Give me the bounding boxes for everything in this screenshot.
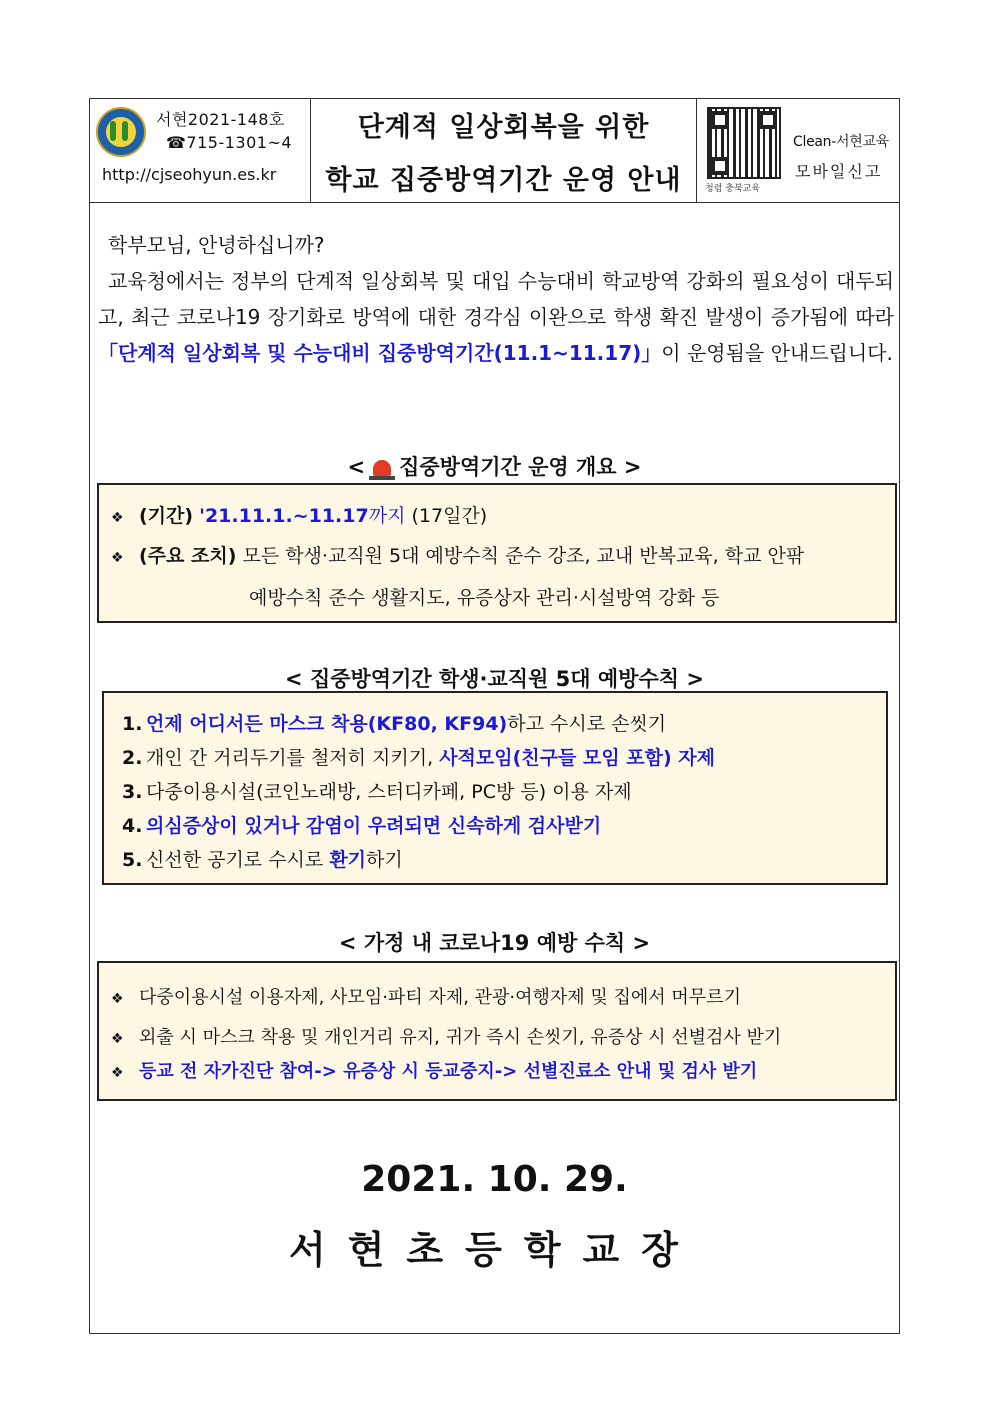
mobile-report-label: 모바일신고 bbox=[795, 162, 883, 181]
rules-title: < 집중방역기간 학생·교직원 5대 예방수칙 > bbox=[285, 667, 704, 691]
signature: 서현초등학교장 bbox=[289, 1228, 700, 1272]
header-table bbox=[90, 99, 899, 203]
intro-highlight: 「단계적 일상회복 및 수능대비 집중방역기간(11.1~11.17)」 bbox=[98, 341, 662, 365]
siren-icon bbox=[373, 460, 391, 476]
document-number: 서현2021-148호 bbox=[156, 110, 285, 129]
title-line-1: 단계적 일상회복을 위한 bbox=[357, 111, 650, 143]
measures-row: ❖ (주요 조치) 모든 학생·교직원 5대 예방수칙 준수 강조, 교내 반복교육, 학교 안팎 bbox=[111, 545, 805, 567]
rule-item-4: 4. 의심증상이 있거나 감염이 우려되면 신속하게 검사받기 bbox=[122, 815, 602, 837]
bullet-icon: ❖ bbox=[111, 991, 124, 1007]
school-url: http://cjseohyun.es.kr bbox=[102, 165, 277, 184]
rule-item-3: 3. 다중이용시설(코인노래방, 스터디카페, PC방 등) 이용 자제 bbox=[122, 781, 632, 803]
clean-label: Clean-서현교육 bbox=[793, 134, 889, 150]
bullet-icon: ❖ bbox=[111, 550, 124, 566]
intro-text bbox=[98, 227, 894, 371]
overview-box bbox=[97, 483, 897, 623]
home-rules-box bbox=[97, 961, 897, 1101]
rule-item-5: 5. 신선한 공기로 수시로 환기하기 bbox=[122, 849, 403, 871]
qr-code-icon bbox=[707, 107, 781, 179]
document-page bbox=[89, 98, 900, 1334]
overview-title: < 집중방역기간 운영 개요 > bbox=[347, 455, 642, 479]
measures-row-2: 예방수칙 준수 생활지도, 유증상자 관리·시설방역 강화 등 bbox=[249, 587, 720, 609]
rules-box bbox=[102, 691, 888, 885]
greeting: 학부모님, 안녕하십니까? bbox=[108, 233, 325, 257]
home-rule-2: ❖ 외출 시 마스크 착용 및 개인거리 유지, 귀가 즉시 손씻기, 유증상 시 선별검사 받기 bbox=[111, 1027, 782, 1048]
bullet-icon: ❖ bbox=[111, 1031, 124, 1047]
rule-item-1: 1. 언제 어디서든 마스크 착용(KF80, KF94)하고 수시로 손씻기 bbox=[122, 713, 667, 735]
bullet-icon: ❖ bbox=[111, 1065, 124, 1081]
phone-number: ☎715-1301~4 bbox=[166, 133, 293, 152]
title-line-2: 학교 집중방역기간 운영 안내 bbox=[325, 164, 682, 196]
home-rule-1: ❖ 다중이용시설 이용자제, 사모임·파티 자제, 관광·여행자제 및 집에서 머무르기 bbox=[111, 987, 741, 1008]
home-rule-3: ❖ 등교 전 자가진단 참여-> 유증상 시 등교중지-> 선별진료소 안내 및 검사 받기 bbox=[111, 1061, 758, 1082]
home-rules-title: < 가정 내 코로나19 예방 수칙 > bbox=[338, 931, 651, 955]
school-logo-icon bbox=[96, 107, 146, 157]
intro-body: 교육청에서는 정부의 단계적 일상회복 및 대입 수능대비 학교방역 강화의 필요성이 대두되고, 최근 코로나19 장기화로 방역에 대한 경각심 이완으로 학생 확진 발생이 증가됨에 따라 「단계적 일상회복 및 수능대비 집중방역기간(11.1~11.17)」이 운영됨을 안내드립니다. bbox=[98, 269, 894, 365]
header-title-cell bbox=[311, 99, 697, 202]
period-row: ❖ (기간) '21.11.1.~11.17까지 (17일간) bbox=[111, 505, 488, 527]
document-date: 2021. 10. 29. bbox=[361, 1159, 628, 1200]
header-info-cell bbox=[90, 99, 311, 202]
bullet-icon: ❖ bbox=[111, 510, 124, 526]
rule-item-2: 2. 개인 간 거리두기를 철저히 지키기, 사적모임(친구들 모임 포함) 자제 bbox=[122, 747, 716, 769]
qr-caption: 청렴 충북교육 bbox=[705, 184, 761, 194]
header-qr-cell bbox=[697, 99, 899, 202]
